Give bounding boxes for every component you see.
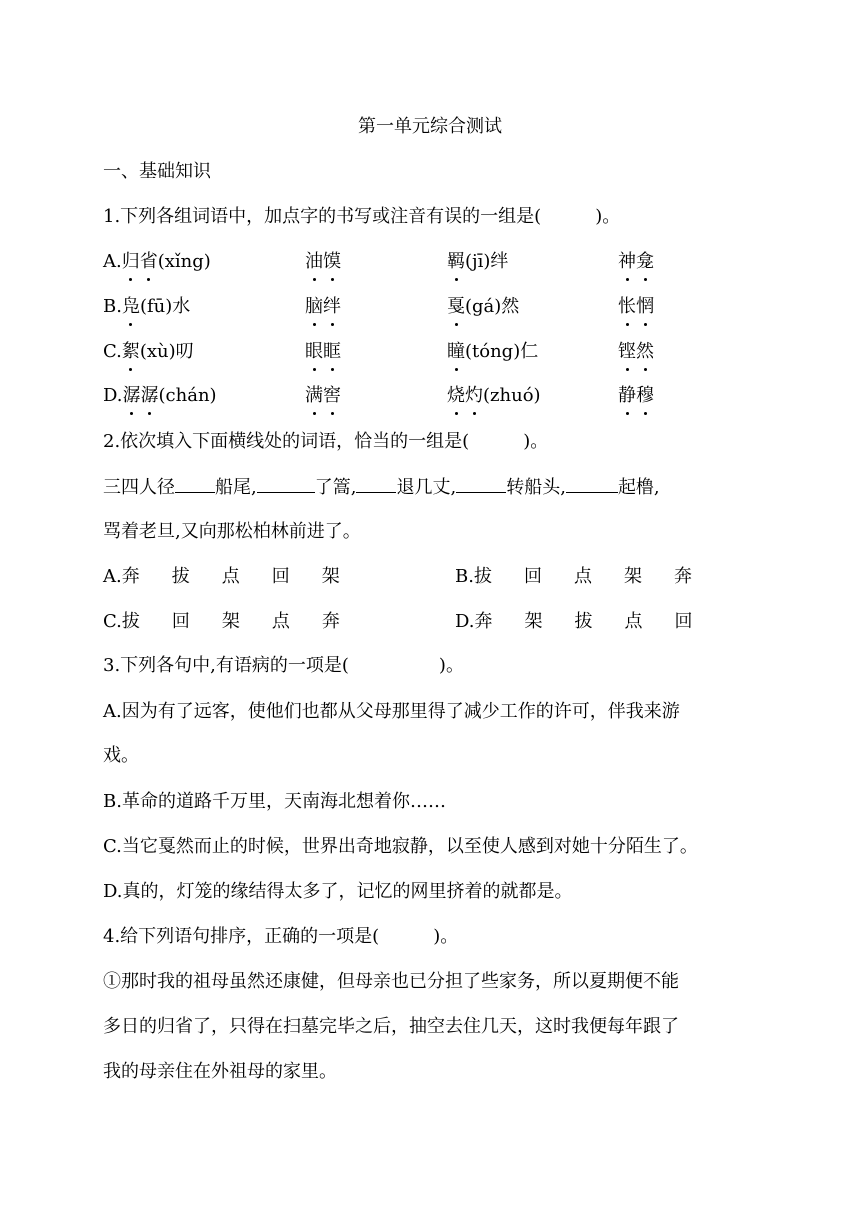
- question-2-option-word: 架: [623, 566, 642, 587]
- question-3-option-b: B.革命的道路千万里，天南海北想着你……: [103, 791, 446, 812]
- question-1-option-word: 戛(gá)然: [447, 296, 520, 317]
- question-1-option-word: 眼眶: [305, 341, 341, 362]
- question-1-option-word: 静穆: [618, 385, 654, 406]
- question-4-line: 我的母亲住在外祖母的家里。: [103, 1061, 337, 1082]
- question-2-option-word: 拔: [574, 611, 593, 632]
- question-3-stem: 3.下列各句中,有语病的一项是( )。: [103, 655, 464, 676]
- question-1-option-word: B.凫(fū)水: [103, 296, 191, 317]
- question-1-option-word: 烧灼(zhuó): [447, 385, 541, 406]
- question-2-option: C.拔 回 架 点 奔: [103, 611, 340, 632]
- question-3-option-a: A.因为有了远客，使他们也都从父母那里得了减少工作的许可，伴我来游: [103, 701, 680, 722]
- question-2-option: B.拔 回 点 架 奔: [455, 566, 692, 587]
- page-title: 第一单元综合测试: [358, 116, 502, 137]
- question-2-option-word: 点: [271, 611, 290, 632]
- question-1-option-word: 神龛: [618, 251, 654, 272]
- question-2-option-word: 点: [573, 566, 592, 587]
- question-2-option-word: 奔: [673, 566, 692, 587]
- question-2-option-word: 架: [524, 611, 543, 632]
- question-1-option-word: 油馍: [305, 251, 341, 272]
- question-1-option-word: 满窖: [305, 385, 341, 406]
- question-2-sentence-line1: 三四人径 船尾, 了篙, 退几丈, 转船头, 起橹,: [103, 477, 660, 498]
- question-1-option-word: 羁(jī)绊: [447, 251, 509, 272]
- question-2-option-word: 奔: [474, 611, 493, 632]
- question-2-option-word: 拔: [171, 566, 190, 587]
- question-1-option-word: 铿然: [618, 341, 654, 362]
- question-1-option-word: 怅惘: [618, 296, 654, 317]
- question-1-stem: 1.下列各组词语中，加点字的书写或注音有误的一组是( )。: [103, 206, 621, 227]
- question-2-sentence-line2: 骂着老旦,又向那松柏林前进了。: [103, 521, 361, 542]
- question-2-option-word: 回: [674, 611, 693, 632]
- question-2-option-word: 点: [624, 611, 643, 632]
- question-2-option-word: 回: [523, 566, 542, 587]
- question-2-stem: 2.依次填入下面横线处的词语，恰当的一组是( )。: [103, 431, 549, 452]
- question-2-option-word: 点: [221, 566, 240, 587]
- question-1-option-word: 瞳(tóng)仁: [447, 341, 539, 362]
- question-3-option-c: C.当它戛然而止的时候，世界出奇地寂静，以至使人感到对她十分陌生了。: [103, 836, 698, 857]
- question-1-option-word: 脑绊: [305, 296, 341, 317]
- question-2-option-word: 回: [171, 611, 190, 632]
- question-3-option-a-cont: 戏。: [103, 745, 139, 766]
- question-4-line: ①那时我的祖母虽然还康健，但母亲也已分担了些家务，所以夏期便不能: [103, 971, 679, 992]
- question-3-option-d: D.真的，灯笼的缘结得太多了，记忆的网里挤着的就都是。: [103, 881, 573, 902]
- question-2-option-word: 拔: [121, 611, 140, 632]
- question-2-option-word: 回: [271, 566, 290, 587]
- question-2-option-word: 架: [321, 566, 340, 587]
- question-2-option-word: 架: [221, 611, 240, 632]
- question-2-option-word: 拔: [473, 566, 492, 587]
- question-1-option-word: C.絮(xù)叨: [103, 341, 194, 362]
- section-heading: 一、基础知识: [103, 161, 211, 182]
- question-4-stem: 4.给下列语句排序，正确的一项是( )。: [103, 926, 459, 947]
- question-4-line: 多日的归省了，只得在扫墓完毕之后，抽空去住几天，这时我便每年跟了: [103, 1016, 679, 1037]
- question-1-option-word: D.潺潺(chán): [103, 385, 217, 406]
- question-2-option-word: 奔: [121, 566, 140, 587]
- question-2-option-word: 奔: [321, 611, 340, 632]
- question-2-option: A.奔 拔 点 回 架: [103, 566, 340, 587]
- question-1-option-word: A.归省(xǐng): [103, 251, 211, 272]
- question-2-option: D.奔 架 拔 点 回: [455, 611, 693, 632]
